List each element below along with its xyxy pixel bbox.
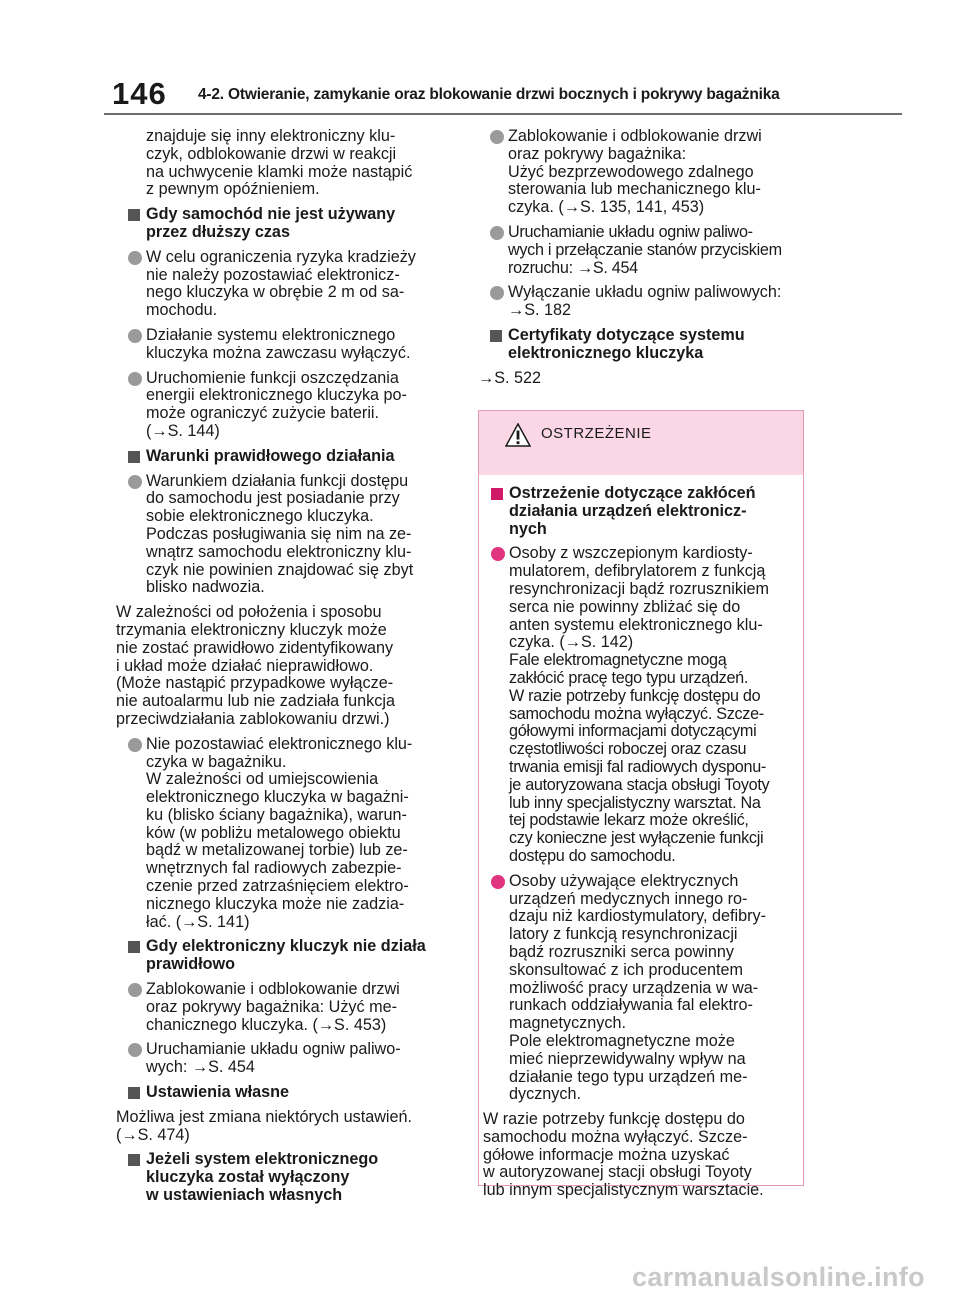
text-line: je autoryzowana stacja obsługi Toyoty xyxy=(509,775,770,794)
text-line: Możliwa jest zmiana niektórych ustawień. xyxy=(116,1107,412,1126)
text-line: (→S. 144) xyxy=(146,421,220,440)
text-line: bądź w metalizowanej torbie) lub ze- xyxy=(146,841,408,860)
text-line: nie zostać prawidłowo zidentyfikowany xyxy=(116,638,394,657)
paragraph xyxy=(479,1111,803,1200)
warning-title: OSTRZEŻENIE xyxy=(541,425,652,442)
text-line: czyka. (→S. 142) xyxy=(509,633,634,652)
heading-unused-long-time xyxy=(116,206,456,242)
text-line: energii elektronicznego kluczyka po- xyxy=(146,386,407,405)
right-column xyxy=(478,128,808,394)
text-line: rozruchu: →S. 454 xyxy=(508,258,638,277)
bullet-item xyxy=(116,370,456,441)
text-line: działanie tego typu urządzeń me- xyxy=(509,1067,748,1086)
text-line: dzaju niż kardiostymulatory, defibry- xyxy=(509,907,766,926)
intro-paragraph xyxy=(116,128,456,199)
bullet-item xyxy=(478,224,808,277)
text-line: magnetycznych. xyxy=(509,1014,626,1033)
text-line: łać. (→S. 141) xyxy=(146,912,250,931)
text-line: serca nie powinny zbliżać się do xyxy=(509,597,741,616)
text-line: czyka w bagażniku. xyxy=(146,752,287,771)
page-number: 146 xyxy=(112,76,167,111)
bullet-dot-icon xyxy=(128,1043,142,1057)
bullet-dot-icon xyxy=(490,286,504,300)
text-line: nie należy pozostawiać elektronicz- xyxy=(146,265,400,284)
text-line: elektronicznego kluczyka w bagażni- xyxy=(146,788,409,807)
text-line: latory z funkcją resynchronizacji xyxy=(509,925,738,944)
text-line: i układ może działać nieprawidłowo. xyxy=(116,656,374,675)
text-line: Gdy elektroniczny kluczyk nie działa xyxy=(146,937,426,956)
text-line: Gdy samochód nie jest używany xyxy=(146,205,396,224)
text-line: ków (w pobliżu metalowego obiektu xyxy=(146,823,401,842)
bullet-dot-icon xyxy=(490,130,504,144)
text-line: Fale elektromagnetyczne mogą xyxy=(509,651,727,670)
text-line: Osoby używające elektrycznych xyxy=(509,871,739,890)
paragraph xyxy=(116,1109,456,1145)
square-bullet-icon xyxy=(128,941,140,953)
warning-body xyxy=(479,475,803,1200)
text-line: nie autoalarmu lub nie zadziała funkcja xyxy=(116,692,395,711)
warning-header xyxy=(479,411,803,475)
text-line: prawidłowo xyxy=(146,955,236,974)
left-column xyxy=(116,128,456,1212)
text-line: Warunki prawidłowego działania xyxy=(146,446,395,465)
text-line: Użyć bezprzewodowego zdalnego xyxy=(508,162,754,181)
text-line: wych i przełączanie stanów przyciskiem xyxy=(508,240,782,259)
text-line: Warunkiem działania funkcji dostępu xyxy=(146,471,409,490)
text-line: oraz pokrywy bagażnika: xyxy=(508,144,687,163)
text-line: W razie potrzeby funkcję dostępu do xyxy=(483,1110,745,1129)
text-line: chanicznego kluczyka. (→S. 453) xyxy=(146,1015,387,1034)
text-line: kluczyka można zawczasu wyłączyć. xyxy=(146,343,411,362)
bullet-dot-icon xyxy=(128,983,142,997)
bullet-item xyxy=(478,284,808,320)
text-line: trzymania elektroniczny kluczyk może xyxy=(116,620,387,639)
bullet-item xyxy=(116,981,456,1034)
text-line: czyk, odblokowanie drzwi w reakcji xyxy=(146,144,397,163)
page-header xyxy=(112,76,902,116)
text-line: Podczas posługiwania się nim na ze- xyxy=(146,524,412,543)
bullet-item xyxy=(478,128,808,217)
square-bullet-icon xyxy=(128,1087,140,1099)
text-line: gółowe informacje można uzyskać xyxy=(483,1145,730,1164)
text-line: nego kluczyka w obrębie 2 m od sa- xyxy=(146,283,405,302)
text-line: do samochodu jest posiadanie przy xyxy=(146,489,400,508)
text-line: urządzeń medycznych innego ro- xyxy=(509,889,748,908)
bullet-dot-icon xyxy=(491,875,505,889)
bullet-item xyxy=(116,249,456,320)
text-line: wnętrznych fal radiowych zabezpie- xyxy=(146,859,402,878)
text-line: przeciwdziałania zablokowaniu drzwi.) xyxy=(116,709,390,728)
square-bullet-icon xyxy=(128,1154,140,1166)
square-bullet-icon xyxy=(128,209,140,221)
bullet-dot-icon xyxy=(128,738,142,752)
text-line: dycznych. xyxy=(509,1085,581,1104)
heading-custom-settings xyxy=(116,1084,456,1102)
text-line: ku (blisko ściany bagażnika), warun- xyxy=(146,805,407,824)
bullet-dot-icon xyxy=(128,475,142,489)
text-line: W razie potrzeby funkcję dostępu do xyxy=(509,686,761,705)
text-line: Pole elektromagnetyczne może xyxy=(509,1031,735,1050)
bullet-item xyxy=(116,736,456,932)
watermark: carmanualsonline.info xyxy=(632,1262,925,1292)
text-line: dostępu do samochodu. xyxy=(509,846,676,865)
heading-key-not-working xyxy=(116,938,456,974)
text-line: →S. 522 xyxy=(478,368,541,387)
text-line: (→S. 474) xyxy=(116,1125,190,1144)
text-line: W zależności od umiejscowienia xyxy=(146,770,379,789)
text-line: lub inny specjalistyczny warsztat. Na xyxy=(509,793,761,812)
bullet-dot-icon xyxy=(128,251,142,265)
heading-certificates xyxy=(478,327,808,363)
text-line: czy konieczne jest wyłączenie funkcji xyxy=(509,829,764,848)
text-line: działania urządzeń elektronicz- xyxy=(509,501,747,520)
text-line: samochodu można wyłączyć. Szcze- xyxy=(483,1127,748,1146)
text-line: Działanie systemu elektronicznego xyxy=(146,325,396,344)
text-line: runkach oddziaływania fal elektro- xyxy=(509,996,753,1015)
text-line: trwania emisji fal radiowych dysponu- xyxy=(509,757,767,776)
text-line: →S. 182 xyxy=(508,301,571,320)
text-line: Osoby z wszczepionym kardiosty- xyxy=(509,544,753,563)
text-line: sobie elektronicznego kluczyka. xyxy=(146,507,374,526)
text-line: lub innym specjalistycznym warsztacie. xyxy=(483,1181,764,1200)
text-line: mochodu. xyxy=(146,301,218,320)
bullet-dot-icon xyxy=(128,329,142,343)
text-line: w autoryzowanej stacji obsługi Toyoty xyxy=(483,1163,752,1182)
text-line: W zależności od położenia i sposobu xyxy=(116,603,382,622)
text-line: w ustawieniach własnych xyxy=(146,1186,343,1205)
text-line: znajduje się inny elektroniczny klu- xyxy=(146,127,396,145)
text-line: Zablokowanie i odblokowanie drzwi xyxy=(146,980,400,999)
bullet-item xyxy=(479,873,803,1104)
text-line: częstotliwości roboczej oraz czasu xyxy=(509,740,747,759)
text-line: W celu ograniczenia ryzyka kradzieży xyxy=(146,247,416,266)
bullet-dot-icon xyxy=(128,372,142,386)
text-line: Ustawienia własne xyxy=(146,1083,290,1102)
bullet-item xyxy=(116,473,456,598)
warning-box xyxy=(478,410,804,1200)
text-line: na uchwycenie klamki może nastąpić xyxy=(146,162,413,181)
text-line: Uruchamianie układu ogniw paliwo- xyxy=(508,222,753,241)
square-bullet-icon xyxy=(490,330,502,342)
text-line: możliwość pracy urządzenia w wa- xyxy=(509,978,759,997)
text-line: kluczyka został wyłączony xyxy=(146,1168,350,1187)
text-line: nych xyxy=(509,519,547,538)
page-reference xyxy=(478,370,808,388)
text-line: samochodu można wyłączyć. Szcze- xyxy=(509,704,764,723)
bullet-dot-icon xyxy=(491,547,505,561)
bullet-item xyxy=(479,545,803,865)
section-title: 4-2. Otwieranie, zamykanie oraz blokowanie drzwi bocznych i pokrywy bagażnika xyxy=(198,86,780,103)
text-line: blisko nadwozia. xyxy=(146,578,265,597)
text-line: oraz pokrywy bagażnika: Użyć me- xyxy=(146,997,397,1016)
bullet-dot-icon xyxy=(490,226,504,240)
text-line: mulatorem, defibrylatorem z funkcją xyxy=(509,562,766,581)
text-line: przez dłuższy czas xyxy=(146,222,290,241)
text-line: Uruchamianie układu ogniw paliwo- xyxy=(146,1040,401,1059)
text-line: nicznego kluczyka może nie zadzia- xyxy=(146,894,405,913)
text-line: Wyłączanie układu ogniw paliwowych: xyxy=(508,283,782,302)
square-bullet-icon xyxy=(491,488,503,500)
text-line: gółowymi informacjami dotyczącymi xyxy=(509,722,757,741)
paragraph xyxy=(116,604,456,729)
text-line: zakłócić pracę tego typu urządzeń. xyxy=(509,668,749,687)
text-line: sterowania lub mechanicznego klu- xyxy=(508,180,761,199)
text-line: Certyfikaty dotyczące systemu xyxy=(508,325,745,344)
text-line: skonsultować z ich producentem xyxy=(509,960,743,979)
text-line: czyka. (→S. 135, 141, 453) xyxy=(508,198,705,217)
text-line: czyk nie powinien znajdować się zbyt xyxy=(146,560,414,579)
text-line: czenie przed zatrzaśnięciem elektro- xyxy=(146,877,409,896)
square-bullet-icon xyxy=(128,451,140,463)
bullet-item xyxy=(116,1041,456,1077)
text-line: z pewnym opóźnieniem. xyxy=(146,180,320,199)
text-line: mieć nieprzewidywalny wpływ na xyxy=(509,1049,746,1068)
text-line: Zablokowanie i odblokowanie drzwi xyxy=(508,127,762,145)
heading-interference-warning xyxy=(479,485,803,538)
text-line: wnątrz samochodu elektroniczny klu- xyxy=(146,542,412,561)
text-line: elektronicznego kluczyka xyxy=(508,343,704,362)
text-line: Jeżeli system elektronicznego xyxy=(146,1150,379,1169)
text-line: tej podstawie lekarz może określić, xyxy=(509,811,749,830)
header-divider xyxy=(104,113,902,115)
bullet-item xyxy=(116,327,456,363)
text-line: (Może nastąpić przypadkowe wyłącze- xyxy=(116,674,394,693)
text-line: bądź rozruszniki serca powinny xyxy=(509,942,734,961)
text-line: Nie pozostawiać elektronicznego klu- xyxy=(146,734,413,753)
text-line: Ostrzeżenie dotyczące zakłóceń xyxy=(509,484,756,502)
text-line: anten systemu elektronicznego klu- xyxy=(509,615,763,634)
warning-triangle-icon xyxy=(505,423,531,452)
text-line: resynchronizacji bądź rozrusznikiem xyxy=(509,579,769,598)
text-line: może ograniczyć zużycie baterii. xyxy=(146,404,380,423)
text-line: wych: →S. 454 xyxy=(146,1058,255,1077)
text-line: Uruchomienie funkcji oszczędzania xyxy=(146,368,399,387)
heading-operating-conditions xyxy=(116,448,456,466)
heading-system-disabled xyxy=(116,1151,456,1204)
